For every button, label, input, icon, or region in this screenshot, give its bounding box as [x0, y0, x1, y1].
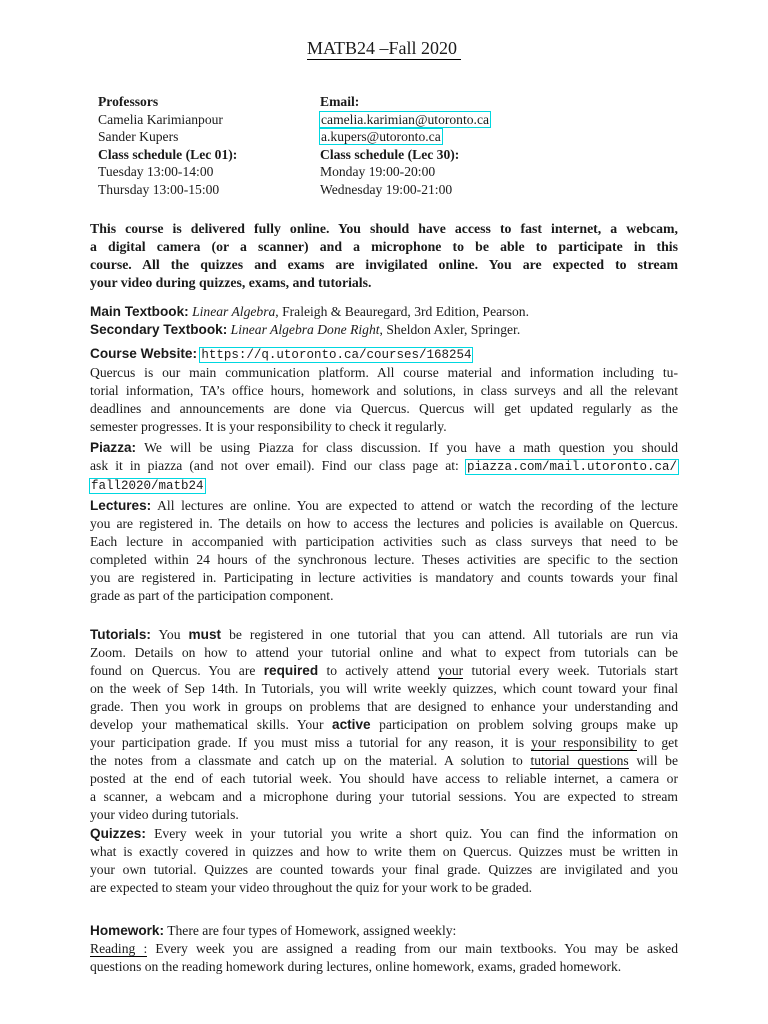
piazza-link-continued[interactable]: fall2020/matb24 — [91, 479, 204, 493]
main-textbook-label: Main Textbook: — [90, 304, 189, 319]
piazza-section: Piazza: We will be using Piazza for class discussion. If you have a math question you should ask it in piazza (and not over email). Find our class page at: piazza.com/mail.utoronto.ca/ fall2020/matb24 — [90, 440, 678, 493]
professor-name: Sander Kupers — [98, 129, 179, 145]
piazza-link[interactable]: piazza.com/mail.utoronto.ca/ — [466, 460, 677, 474]
email-column — [320, 93, 580, 199]
schedule-time: Tuesday 13:00-14:00 — [98, 164, 214, 180]
main-textbook-title: Linear Algebra — [192, 304, 276, 319]
secondary-textbook-title: Linear Algebra Done Right — [230, 322, 380, 337]
schedule-time: Wednesday 19:00-21:00 — [320, 181, 453, 197]
quizzes-label: Quizzes: — [90, 826, 146, 841]
homework-section: Homework: There are four types of Homework, assigned weekly: Reading : Every week you are assigned a reading from our main textbooks. You may be asked questions on the reading homework during lectures, online homework, exams, graded homework. — [90, 923, 678, 974]
professors-heading: Professors — [98, 94, 159, 109]
tutorials-section: Tutorials: You must be registered in one tutorial that you can attend. All tutorials are run via Zoom. Details on how to attend your tutorial online and what to expect from tutorials can be found on Quercus. You are required to actively attend your tutorial every week. Tutorials start on the week of Sep 14th. In Tutorials, you will write weekly quizzes, which count toward your final grade. Then you work in groups on problems that are designed to enhance your understanding and develop your mathematical skills. Your active participation on problem solving groups make up your participation grade. If you must miss a tutorial for any reason, it is your responsibility to get the notes from a classmate and catch up on the material. A solution to tutorial questions will be posted at the end of each tutorial week. You should have access to reliable internet, a camera or a scanner, a webcam and a microphone during your tutorial sessions. You are expected to stream your video during tutorials. — [90, 627, 679, 822]
schedule-lec30-heading: Class schedule (Lec 30): — [320, 146, 460, 162]
professor-name: Camelia Karimianpour — [98, 111, 223, 127]
tutorials-label: Tutorials: — [90, 627, 151, 642]
email-link[interactable]: camelia.karimian@utoronto.ca — [321, 111, 490, 127]
schedule-time: Monday 19:00-20:00 — [320, 164, 436, 180]
professors-column — [98, 93, 308, 199]
schedule-time: Thursday 13:00-15:00 — [98, 181, 220, 197]
textbooks-section: Main Textbook: Linear Algebra, Fraleigh & Beauregard, 3rd Edition, Pearson. Secondary Textbook: Linear Algebra Done Right, Sheldon Axler, Springer. — [90, 304, 529, 337]
piazza-label: Piazza: — [90, 440, 137, 455]
course-website-label: Course Website: — [90, 346, 198, 361]
email-link[interactable]: a.kupers@utoronto.ca — [321, 129, 441, 145]
lectures-label: Lectures: — [90, 498, 152, 513]
course-website-link[interactable]: https://q.utoronto.ca/courses/168254 — [201, 348, 472, 362]
reading-label: Reading : — [90, 941, 148, 956]
email-heading: Email: — [320, 94, 360, 109]
quizzes-section: Quizzes: Every week in your tutorial you write a short quiz. You can find the information on what is exactly covered in quizzes and how to write them on Quercus. Quizzes must be written in your own tutorial. Quizzes are counted towards your final grade. Quizzes are invigilated and you are expected to steam your video throughout the quiz for your work to be graded. — [90, 826, 678, 895]
secondary-textbook-label: Secondary Textbook: — [90, 322, 228, 337]
online-course-notice: This course is delivered fully online. You should have access to fast internet, a webcam, a digital camera (or a scanner) and a microphone to be able to participate in this course. All the quizzes and exams are invigilated online. You are expected to stream your video during quizzes, exams, and tutorials. — [90, 221, 678, 290]
course-website-section: Course Website: https://q.utoronto.ca/courses/168254 Quercus is our main communication platform. All course material and information including tu- torial information, TA’s office hours, homework and solutions, in class surveys and all the relevant deadlines and announcements are done via Quercus. Quercus will get updated regularly as the semester progresses. It is your responsibility to check it regularly. — [90, 346, 678, 434]
lectures-section: Lectures: All lectures are online. You are expected to attend or watch the recording of the lecture you are registered in. The details on how to access the lectures and policies is available on Quercus. Each lecture in accompanied with participation activities such as class surveys that need to be completed within 24 hours of the synchronous lecture. Theses activities are specific to the section you are registered in. Participating in lecture activities is mandatory and counts towards your final grade as part of the participation component. — [90, 498, 678, 603]
homework-label: Homework: — [90, 923, 165, 938]
schedule-lec01-heading: Class schedule (Lec 01): — [98, 146, 238, 162]
document-title: MATB24 –Fall 2020 — [0, 38, 768, 59]
